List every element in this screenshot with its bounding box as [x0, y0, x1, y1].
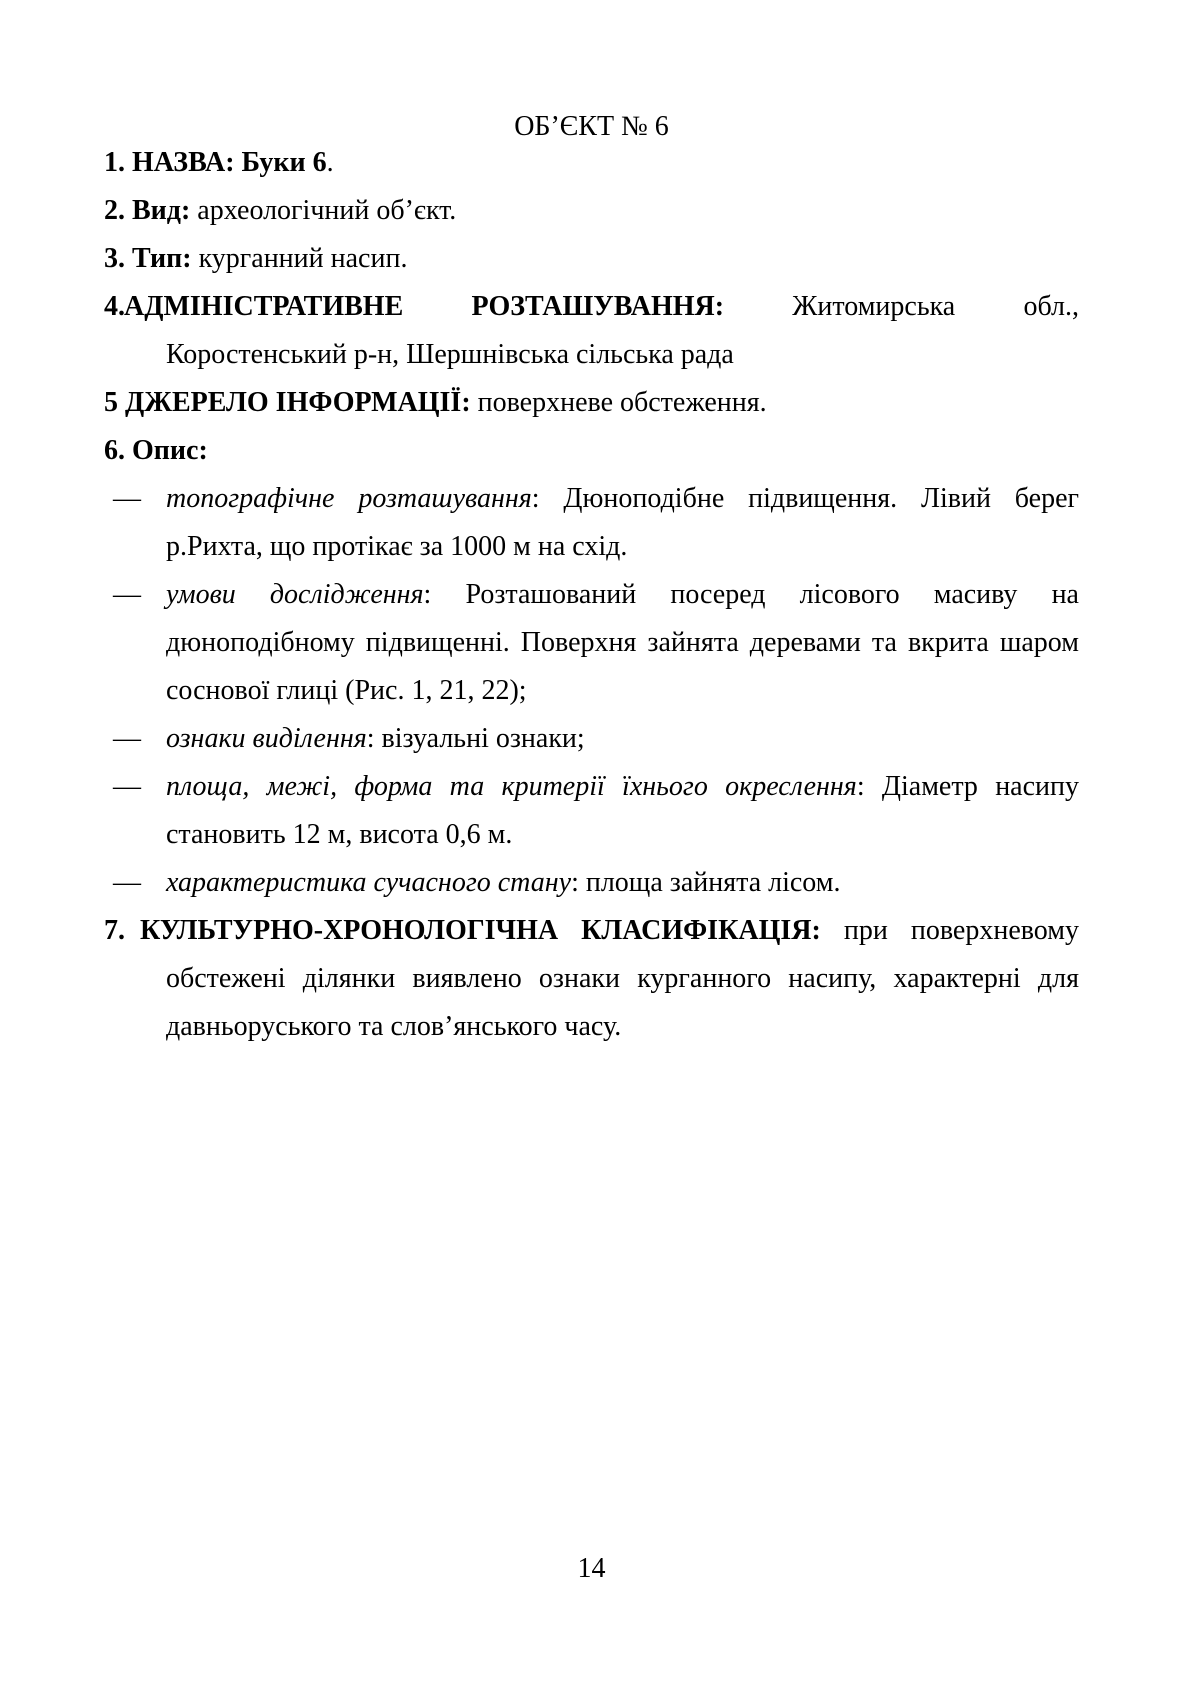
page-number: 14 — [577, 1553, 606, 1584]
text-line — [104, 859, 1079, 907]
item-4-administrative-location — [104, 283, 1079, 379]
text-segment: : Діаметр насипу — [856, 771, 1080, 802]
text-line — [104, 571, 1079, 619]
text-segment: давньоруського та слов’янського часу. — [166, 1011, 622, 1042]
text-segment: р.Рихта, що протікає за 1000 м на схід. — [166, 531, 628, 562]
list-dash-marker: — — [113, 723, 141, 754]
item-5-information-source — [104, 379, 1079, 427]
item-7-cultural-chronological-classification — [104, 907, 1079, 1051]
text-line — [104, 619, 1079, 667]
text-line — [104, 283, 1079, 331]
text-segment: характеристика сучасного стану — [166, 867, 572, 898]
text-segment: . — [326, 147, 334, 178]
desc-current-state — [104, 859, 1079, 907]
text-segment: дюноподібному підвищенні. Поверхня зайнята деревами та вкрита шаром — [166, 627, 1079, 658]
text-line — [104, 379, 1079, 427]
text-segment: археологічний об’єкт. — [190, 195, 457, 226]
text-segment: КУЛЬТУРНО-ХРОНОЛОГІЧНА КЛАСИФІКАЦІЯ: — [140, 915, 821, 946]
text-segment: 1. НАЗВА: Буки 6 — [104, 147, 327, 178]
text-line — [104, 475, 1079, 523]
text-line — [104, 139, 1079, 187]
text-segment: соснової глиці (Рис. 1, 21, 22); — [166, 675, 527, 706]
text-line — [104, 187, 1079, 235]
text-segment: курганний насип. — [191, 243, 408, 274]
text-line — [104, 523, 1079, 571]
text-segment: обстежені ділянки виявлено ознаки курганного насипу, характерні для — [166, 963, 1079, 994]
text-line — [104, 427, 1079, 475]
page-title: ОБ’ЄКТ № 6 — [514, 111, 669, 142]
item-number: 7. — [104, 915, 125, 946]
list-dash-marker: — — [113, 579, 141, 610]
text-segment: поверхневе обстеження. — [470, 387, 767, 418]
desc-research-conditions — [104, 571, 1079, 715]
desc-area-borders-shape — [104, 763, 1079, 859]
text-line — [104, 763, 1079, 811]
text-segment: : візуальні ознаки; — [366, 723, 585, 754]
item-number: 4. — [104, 291, 125, 322]
desc-selection-signs — [104, 715, 1079, 763]
list-dash-marker: — — [113, 771, 141, 802]
text-segment: Житомирська обл., — [724, 291, 1080, 322]
item-1-name — [104, 139, 1079, 187]
text-segment: : Дюноподібне підвищення. Лівий берег — [531, 483, 1079, 514]
text-segment: 2. Вид: — [104, 195, 191, 226]
item-3-type — [104, 235, 1079, 283]
item-2-kind — [104, 187, 1079, 235]
text-line — [104, 667, 1079, 715]
text-line — [104, 1003, 1079, 1051]
text-segment: при поверхневому — [820, 915, 1079, 946]
text-line — [104, 907, 1079, 955]
text-segment: : площа зайнята лісом. — [571, 867, 841, 898]
text-segment: Коростенський р-н, Шершнівська сільська рада — [166, 339, 734, 370]
text-segment: площа, межі, форма та критерії їхнього окреслення — [166, 771, 857, 802]
text-segment: : Розташований посеред лісового масиву на — [423, 579, 1079, 610]
text-segment: АДМІНІСТРАТИВНЕ РОЗТАШУВАННЯ: — [124, 291, 725, 322]
text-line — [104, 331, 1079, 379]
text-segment: становить 12 м, висота 0,6 м. — [166, 819, 513, 850]
list-dash-marker: — — [113, 483, 141, 514]
text-line — [104, 955, 1079, 1003]
item-6-description — [104, 427, 1079, 475]
text-line — [104, 715, 1079, 763]
text-segment: ознаки виділення — [166, 723, 367, 754]
text-line — [104, 235, 1079, 283]
desc-topographic-location — [104, 475, 1079, 571]
text-segment: умови дослідження — [166, 579, 424, 610]
list-dash-marker: — — [113, 867, 141, 898]
document-body — [104, 139, 1079, 1051]
text-line — [104, 811, 1079, 859]
text-segment: топографічне розташування — [166, 483, 532, 514]
text-segment: 3. Тип: — [104, 243, 192, 274]
text-segment: 6. Опис: — [104, 435, 208, 466]
text-segment: 5 ДЖЕРЕЛО ІНФОРМАЦІЇ: — [104, 387, 471, 418]
